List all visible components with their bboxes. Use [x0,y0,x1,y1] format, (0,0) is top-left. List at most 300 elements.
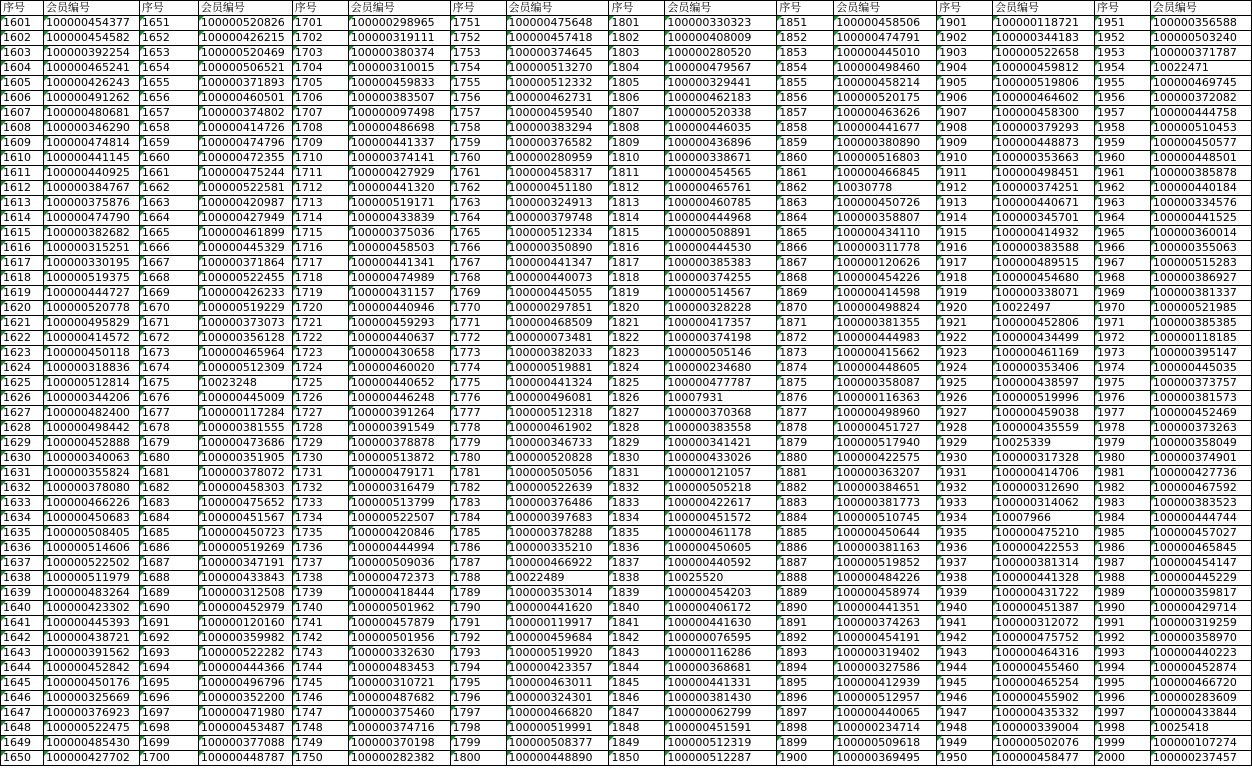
member-id-cell[interactable]: 100000464602 [993,91,1095,106]
seq-cell[interactable]: 1812 [609,181,665,196]
seq-cell[interactable]: 1729 [292,436,348,451]
seq-cell[interactable]: 1740 [292,601,348,616]
seq-cell[interactable]: 1638 [1,571,44,586]
seq-cell[interactable]: 1990 [1094,601,1150,616]
member-id-cell[interactable]: 100000520469 [198,46,292,61]
seq-cell[interactable]: 1885 [777,526,834,541]
member-id-cell[interactable]: 100000356128 [198,331,292,346]
member-id-cell[interactable]: 100000436896 [665,136,777,151]
seq-cell[interactable]: 1719 [292,286,348,301]
seq-cell[interactable]: 1881 [777,466,834,481]
seq-cell[interactable]: 1791 [450,616,506,631]
member-id-cell[interactable]: 100000374141 [348,151,450,166]
seq-cell[interactable]: 1962 [1094,181,1150,196]
seq-cell[interactable]: 1782 [450,481,506,496]
seq-cell[interactable]: 1918 [937,271,993,286]
member-id-cell[interactable]: 100000522455 [198,271,292,286]
member-id-cell[interactable]: 100000441620 [506,601,609,616]
seq-cell[interactable]: 1753 [450,46,506,61]
member-id-cell[interactable]: 100000312508 [198,586,292,601]
member-id-cell[interactable]: 10022497 [993,301,1095,316]
seq-cell[interactable]: 1890 [777,601,834,616]
member-id-cell[interactable]: 100000297851 [506,301,609,316]
member-id-cell[interactable]: 100000433843 [198,571,292,586]
member-id-cell[interactable]: 100000381773 [834,496,937,511]
member-id-cell[interactable]: 100000373073 [198,316,292,331]
member-id-cell[interactable]: 100000386927 [1150,271,1251,286]
seq-cell[interactable]: 1686 [139,541,198,556]
member-id-cell[interactable]: 100000422575 [834,451,937,466]
seq-cell[interactable]: 1899 [777,736,834,751]
seq-cell[interactable]: 1905 [937,76,993,91]
member-id-cell[interactable]: 100000381430 [665,691,777,706]
seq-cell[interactable]: 1945 [937,676,993,691]
seq-cell[interactable]: 1893 [777,646,834,661]
member-id-cell[interactable]: 100000516803 [834,151,937,166]
seq-cell[interactable]: 1989 [1094,586,1150,601]
seq-cell[interactable]: 1909 [937,136,993,151]
member-id-cell[interactable]: 100000460785 [665,196,777,211]
seq-cell[interactable]: 1645 [1,676,44,691]
member-id-cell[interactable]: 100000335210 [506,541,609,556]
member-id-cell[interactable]: 100000521985 [1150,301,1251,316]
member-id-cell[interactable]: 100000444744 [1150,511,1251,526]
seq-cell[interactable]: 1622 [1,331,44,346]
seq-cell[interactable]: 1808 [609,121,665,136]
member-id-cell[interactable]: 100000375036 [348,226,450,241]
seq-cell[interactable]: 1604 [1,61,44,76]
seq-cell[interactable]: 1612 [1,181,44,196]
member-id-cell[interactable]: 100000454191 [834,631,937,646]
seq-cell[interactable]: 1864 [777,211,834,226]
member-id-cell[interactable]: 100000427929 [348,166,450,181]
seq-cell[interactable]: 1644 [1,661,44,676]
seq-cell[interactable]: 1792 [450,631,506,646]
header-cell-member-id[interactable]: 会员编号 [834,1,937,16]
seq-cell[interactable]: 1641 [1,616,44,631]
member-id-cell[interactable]: 100000453487 [198,721,292,736]
seq-cell[interactable]: 1789 [450,586,506,601]
seq-cell[interactable]: 1779 [450,436,506,451]
member-id-cell[interactable]: 100000508891 [665,226,777,241]
member-id-cell[interactable]: 100000380890 [834,136,937,151]
member-id-cell[interactable]: 100000440925 [43,166,139,181]
member-id-cell[interactable]: 100000464316 [993,646,1095,661]
member-id-cell[interactable]: 100000474989 [348,271,450,286]
member-id-cell[interactable]: 100000520338 [665,106,777,121]
member-id-cell[interactable]: 100000454680 [993,271,1095,286]
member-id-cell[interactable]: 100000445055 [506,286,609,301]
member-id-cell[interactable]: 100000381337 [1150,286,1251,301]
member-id-cell[interactable]: 100000334576 [1150,196,1251,211]
member-id-cell[interactable]: 100000519881 [506,361,609,376]
member-id-cell[interactable]: 100000360014 [1150,226,1251,241]
seq-cell[interactable]: 1703 [292,46,348,61]
seq-cell[interactable]: 1974 [1094,361,1150,376]
seq-cell[interactable]: 1891 [777,616,834,631]
seq-cell[interactable]: 1631 [1,466,44,481]
member-id-cell[interactable]: 100000466820 [506,706,609,721]
header-cell-seq[interactable]: 序号 [292,1,348,16]
seq-cell[interactable]: 1754 [450,61,506,76]
seq-cell[interactable]: 1785 [450,526,506,541]
member-id-cell[interactable]: 100000310721 [348,676,450,691]
seq-cell[interactable]: 1846 [609,691,665,706]
seq-cell[interactable]: 1888 [777,571,834,586]
member-id-cell[interactable]: 100000414932 [993,226,1095,241]
member-id-cell[interactable]: 100000513872 [348,451,450,466]
seq-cell[interactable]: 1734 [292,511,348,526]
member-id-cell[interactable]: 100000391264 [348,406,450,421]
seq-cell[interactable]: 1992 [1094,631,1150,646]
seq-cell[interactable]: 1840 [609,601,665,616]
member-id-cell[interactable]: 100000414706 [993,466,1095,481]
member-id-cell[interactable]: 100000474790 [43,211,139,226]
seq-cell[interactable]: 1906 [937,91,993,106]
header-cell-member-id[interactable]: 会员编号 [506,1,609,16]
seq-cell[interactable]: 1777 [450,406,506,421]
header-cell-member-id[interactable]: 会员编号 [43,1,139,16]
seq-cell[interactable]: 1763 [450,196,506,211]
seq-cell[interactable]: 1877 [777,406,834,421]
seq-cell[interactable]: 1751 [450,16,506,31]
seq-cell[interactable]: 1908 [937,121,993,136]
member-id-cell[interactable]: 100000509618 [834,736,937,751]
member-id-cell[interactable]: 100000452979 [198,601,292,616]
member-id-cell[interactable]: 100000505056 [506,466,609,481]
seq-cell[interactable]: 1928 [937,421,993,436]
seq-cell[interactable]: 1752 [450,31,506,46]
member-id-cell[interactable]: 100000450683 [43,511,139,526]
member-id-cell[interactable]: 100000441341 [348,256,450,271]
member-id-cell[interactable]: 100000483264 [43,586,139,601]
member-id-cell[interactable]: 100000116363 [834,391,937,406]
seq-cell[interactable]: 1798 [450,721,506,736]
header-cell-seq[interactable]: 序号 [1094,1,1150,16]
member-id-cell[interactable]: 100000355824 [43,466,139,481]
member-id-cell[interactable]: 100000498824 [834,301,937,316]
seq-cell[interactable]: 1983 [1094,496,1150,511]
member-id-cell[interactable]: 100000435559 [993,421,1095,436]
seq-cell[interactable]: 1689 [139,586,198,601]
seq-cell[interactable]: 1868 [777,271,834,286]
member-id-cell[interactable]: 100000427702 [43,751,139,766]
seq-cell[interactable]: 1788 [450,571,506,586]
seq-cell[interactable]: 1610 [1,151,44,166]
seq-cell[interactable]: 1813 [609,196,665,211]
member-id-cell[interactable]: 100000355063 [1150,241,1251,256]
seq-cell[interactable]: 1748 [292,721,348,736]
member-id-cell[interactable]: 100000513799 [348,496,450,511]
seq-cell[interactable]: 1807 [609,106,665,121]
seq-cell[interactable]: 1806 [609,91,665,106]
header-cell-member-id[interactable]: 会员编号 [198,1,292,16]
seq-cell[interactable]: 1787 [450,556,506,571]
member-id-cell[interactable]: 100000472373 [348,571,450,586]
seq-cell[interactable]: 1856 [777,91,834,106]
seq-cell[interactable]: 1775 [450,376,506,391]
seq-cell[interactable]: 1980 [1094,451,1150,466]
seq-cell[interactable]: 1931 [937,466,993,481]
member-id-cell[interactable]: 100000422553 [993,541,1095,556]
member-id-cell[interactable]: 100000502076 [993,736,1095,751]
seq-cell[interactable]: 1715 [292,226,348,241]
member-id-cell[interactable]: 100000391562 [43,646,139,661]
seq-cell[interactable]: 1929 [937,436,993,451]
seq-cell[interactable]: 1617 [1,256,44,271]
member-id-cell[interactable]: 100000457418 [506,31,609,46]
member-id-cell[interactable]: 100000510453 [1150,121,1251,136]
seq-cell[interactable]: 1760 [450,151,506,166]
member-id-cell[interactable]: 100000484226 [834,571,937,586]
seq-cell[interactable]: 1950 [937,751,993,766]
member-id-cell[interactable]: 100000451387 [993,601,1095,616]
member-id-cell[interactable]: 100000519171 [348,196,450,211]
seq-cell[interactable]: 1693 [139,646,198,661]
seq-cell[interactable]: 1709 [292,136,348,151]
seq-cell[interactable]: 1781 [450,466,506,481]
member-id-cell[interactable]: 100000452469 [1150,406,1251,421]
member-id-cell[interactable]: 100000459293 [348,316,450,331]
seq-cell[interactable]: 1606 [1,91,44,106]
seq-cell[interactable]: 1898 [777,721,834,736]
seq-cell[interactable]: 1841 [609,616,665,631]
seq-cell[interactable]: 1857 [777,106,834,121]
seq-cell[interactable]: 1608 [1,121,44,136]
member-id-cell[interactable]: 100000327586 [834,661,937,676]
member-id-cell[interactable]: 100000440073 [506,271,609,286]
seq-cell[interactable]: 1722 [292,331,348,346]
seq-cell[interactable]: 1855 [777,76,834,91]
member-id-cell[interactable]: 100000463626 [834,106,937,121]
seq-cell[interactable]: 1620 [1,301,44,316]
member-id-cell[interactable]: 100000448787 [198,751,292,766]
seq-cell[interactable]: 1955 [1094,76,1150,91]
member-id-cell[interactable]: 100000520175 [834,91,937,106]
member-id-cell[interactable]: 100000341421 [665,436,777,451]
member-id-cell[interactable]: 100000426243 [43,76,139,91]
seq-cell[interactable]: 1901 [937,16,993,31]
seq-cell[interactable]: 1726 [292,391,348,406]
member-id-cell[interactable]: 100000520828 [506,451,609,466]
seq-cell[interactable]: 1623 [1,346,44,361]
member-id-cell[interactable]: 10025339 [993,436,1095,451]
member-id-cell[interactable]: 100000458214 [834,76,937,91]
member-id-cell[interactable]: 100000444968 [665,211,777,226]
member-id-cell[interactable]: 100000461899 [198,226,292,241]
seq-cell[interactable]: 1716 [292,241,348,256]
seq-cell[interactable]: 1811 [609,166,665,181]
seq-cell[interactable]: 1892 [777,631,834,646]
member-id-cell[interactable]: 100000452842 [43,661,139,676]
member-id-cell[interactable]: 100000346733 [506,436,609,451]
member-id-cell[interactable]: 100000330323 [665,16,777,31]
member-id-cell[interactable]: 100000283609 [1150,691,1251,706]
member-id-cell[interactable]: 100000378080 [43,481,139,496]
seq-cell[interactable]: 1668 [139,271,198,286]
seq-cell[interactable]: 1632 [1,481,44,496]
seq-cell[interactable]: 1921 [937,316,993,331]
member-id-cell[interactable]: 100000332630 [348,646,450,661]
member-id-cell[interactable]: 100000465254 [993,676,1095,691]
seq-cell[interactable]: 1827 [609,406,665,421]
member-id-cell[interactable]: 100000062799 [665,706,777,721]
member-id-cell[interactable]: 100000522475 [43,721,139,736]
member-id-cell[interactable]: 100000408009 [665,31,777,46]
member-id-cell[interactable]: 100000441337 [348,136,450,151]
seq-cell[interactable]: 1619 [1,286,44,301]
member-id-cell[interactable]: 100000458506 [834,16,937,31]
member-id-cell[interactable]: 100000460020 [348,361,450,376]
seq-cell[interactable]: 1940 [937,601,993,616]
member-id-cell[interactable]: 100000352200 [198,691,292,706]
member-id-cell[interactable]: 100000423357 [506,661,609,676]
seq-cell[interactable]: 1707 [292,106,348,121]
member-id-cell[interactable]: 100000375460 [348,706,450,721]
seq-cell[interactable]: 1743 [292,646,348,661]
member-id-cell[interactable]: 100000445229 [1150,571,1251,586]
member-id-cell[interactable]: 100000522502 [43,556,139,571]
seq-cell[interactable]: 1874 [777,361,834,376]
member-id-cell[interactable]: 100000474796 [198,136,292,151]
seq-cell[interactable]: 1609 [1,136,44,151]
member-id-cell[interactable]: 100000427736 [1150,466,1251,481]
member-id-cell[interactable]: 100000444994 [348,541,450,556]
seq-cell[interactable]: 1661 [139,166,198,181]
seq-cell[interactable]: 1793 [450,646,506,661]
seq-cell[interactable]: 1625 [1,376,44,391]
seq-cell[interactable]: 1879 [777,436,834,451]
seq-cell[interactable]: 1690 [139,601,198,616]
seq-cell[interactable]: 1756 [450,91,506,106]
member-id-cell[interactable]: 100000450644 [834,526,937,541]
seq-cell[interactable]: 1746 [292,691,348,706]
seq-cell[interactable]: 1969 [1094,286,1150,301]
member-id-cell[interactable]: 100000519229 [198,301,292,316]
member-id-cell[interactable]: 100000440946 [348,301,450,316]
member-id-cell[interactable]: 10025520 [665,571,777,586]
seq-cell[interactable]: 1662 [139,181,198,196]
member-id-cell[interactable]: 100000451727 [834,421,937,436]
member-id-cell[interactable]: 100000460501 [198,91,292,106]
seq-cell[interactable]: 1697 [139,706,198,721]
seq-cell[interactable]: 1672 [139,331,198,346]
member-id-cell[interactable]: 100000392254 [43,46,139,61]
member-id-cell[interactable]: 100000441328 [993,571,1095,586]
seq-cell[interactable]: 1636 [1,541,44,556]
seq-cell[interactable]: 1673 [139,346,198,361]
seq-cell[interactable]: 1815 [609,226,665,241]
seq-cell[interactable]: 1710 [292,151,348,166]
seq-cell[interactable]: 1655 [139,76,198,91]
header-cell-member-id[interactable]: 会员编号 [1150,1,1251,16]
seq-cell[interactable]: 1611 [1,166,44,181]
seq-cell[interactable]: 1814 [609,211,665,226]
member-id-cell[interactable]: 100000465845 [1150,541,1251,556]
seq-cell[interactable]: 1755 [450,76,506,91]
member-id-cell[interactable]: 100000454377 [43,16,139,31]
member-id-cell[interactable]: 100000382682 [43,226,139,241]
member-id-cell[interactable]: 100000346290 [43,121,139,136]
seq-cell[interactable]: 1849 [609,736,665,751]
member-id-cell[interactable]: 100000414572 [43,331,139,346]
seq-cell[interactable]: 1863 [777,196,834,211]
member-id-cell[interactable]: 100000479171 [348,466,450,481]
member-id-cell[interactable]: 100000382033 [506,346,609,361]
seq-cell[interactable]: 1943 [937,646,993,661]
member-id-cell[interactable]: 100000479567 [665,61,777,76]
member-id-cell[interactable]: 100000315251 [43,241,139,256]
seq-cell[interactable]: 1959 [1094,136,1150,151]
member-id-cell[interactable]: 100000426215 [198,31,292,46]
seq-cell[interactable]: 1737 [292,556,348,571]
member-id-cell[interactable]: 100000381573 [1150,391,1251,406]
seq-cell[interactable]: 1826 [609,391,665,406]
seq-cell[interactable]: 1736 [292,541,348,556]
seq-cell[interactable]: 1870 [777,301,834,316]
member-id-cell[interactable]: 100000237457 [1150,751,1251,766]
member-id-cell[interactable]: 100000440592 [665,556,777,571]
member-id-cell[interactable]: 100000358087 [834,376,937,391]
seq-cell[interactable]: 1660 [139,151,198,166]
seq-cell[interactable]: 1917 [937,256,993,271]
seq-cell[interactable]: 1997 [1094,706,1150,721]
seq-cell[interactable]: 1739 [292,586,348,601]
seq-cell[interactable]: 1833 [609,496,665,511]
member-id-cell[interactable]: 100000508405 [43,526,139,541]
seq-cell[interactable]: 1876 [777,391,834,406]
seq-cell[interactable]: 1960 [1094,151,1150,166]
member-id-cell[interactable]: 100000430658 [348,346,450,361]
seq-cell[interactable]: 1934 [937,511,993,526]
member-id-cell[interactable]: 100000482400 [43,406,139,421]
seq-cell[interactable]: 1957 [1094,106,1150,121]
member-id-cell[interactable]: 100000328228 [665,301,777,316]
seq-cell[interactable]: 1732 [292,481,348,496]
seq-cell[interactable]: 1970 [1094,301,1150,316]
member-id-cell[interactable]: 100000519375 [43,271,139,286]
seq-cell[interactable]: 1725 [292,376,348,391]
member-id-cell[interactable]: 100000445329 [198,241,292,256]
seq-cell[interactable]: 1967 [1094,256,1150,271]
seq-cell[interactable]: 1650 [1,751,44,766]
seq-cell[interactable]: 1705 [292,76,348,91]
member-id-cell[interactable]: 100000450577 [1150,136,1251,151]
seq-cell[interactable]: 1769 [450,286,506,301]
seq-cell[interactable]: 1717 [292,256,348,271]
seq-cell[interactable]: 1669 [139,286,198,301]
seq-cell[interactable]: 1984 [1094,511,1150,526]
member-id-cell[interactable]: 100000434499 [993,331,1095,346]
seq-cell[interactable]: 1764 [450,211,506,226]
member-id-cell[interactable]: 100000310015 [348,61,450,76]
member-id-cell[interactable]: 100000451180 [506,181,609,196]
seq-cell[interactable]: 1914 [937,211,993,226]
seq-cell[interactable]: 1873 [777,346,834,361]
seq-cell[interactable]: 1999 [1094,736,1150,751]
member-id-cell[interactable]: 100000454226 [834,271,937,286]
member-id-cell[interactable]: 100000324913 [506,196,609,211]
member-id-cell[interactable]: 100000468509 [506,316,609,331]
seq-cell[interactable]: 1676 [139,391,198,406]
seq-cell[interactable]: 1784 [450,511,506,526]
seq-cell[interactable]: 1712 [292,181,348,196]
member-id-cell[interactable]: 100000280520 [665,46,777,61]
header-cell-member-id[interactable]: 会员编号 [348,1,450,16]
seq-cell[interactable]: 1878 [777,421,834,436]
seq-cell[interactable]: 1823 [609,346,665,361]
member-id-cell[interactable]: 100000522639 [506,481,609,496]
